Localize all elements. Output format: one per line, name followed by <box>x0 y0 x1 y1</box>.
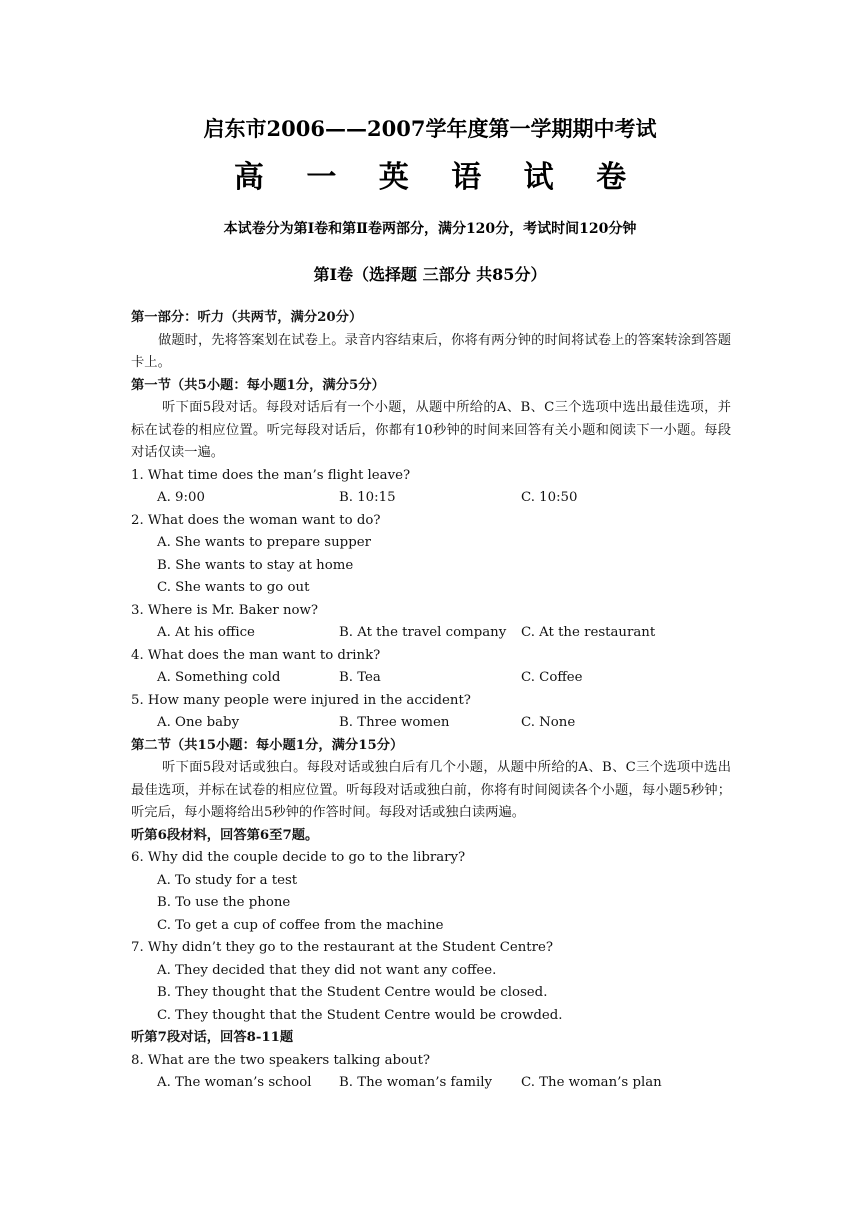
option-b: B. 10:15 <box>339 490 396 505</box>
option-a: A. Something cold <box>157 670 281 685</box>
question-stem: 5. How many people were injured in the accident? <box>131 692 471 708</box>
part1-heading: 第一部分：听力（共两节，满分20分） <box>131 310 363 325</box>
question-stem: 8. What are the two speakers talking about? <box>131 1052 431 1068</box>
option-a: A. They decided that they did not want any coffee. <box>157 962 497 978</box>
question-options <box>131 712 731 735</box>
exam-title: 启东市2006——2007学年度第一学期期中考试 <box>203 116 657 141</box>
volume-title: 第Ⅰ卷（选择题 三部分 共85分） <box>313 265 547 284</box>
option-a: A. At his office <box>157 625 255 640</box>
option-c: C. The woman’s plan <box>521 1075 662 1090</box>
question-stem: 6. Why did the couple decide to go to the library? <box>131 850 466 865</box>
section2-instruction: 听下面5段对话或独白。每段对话或独白后有几个小题，从题中所给的A、B、C三个选项中选出最佳选项，并标在试卷的相应位置。听每段对话或独白前，你将有时间阅读各个小题，每小题5秒钟；听完后，每小题将给出5秒钟的作答时间。每段对话或独白读两遍。 <box>131 760 731 820</box>
question-stem: 7. Why didn’t they go to the restaurant at the Student Centre? <box>131 940 553 955</box>
question-stem: 3. Where is Mr. Baker now? <box>131 602 319 618</box>
option-c: C. None <box>521 715 576 730</box>
option-b: B. They thought that the Student Centre would be closed. <box>157 985 548 1000</box>
option-a: A. 9:00 <box>157 490 205 505</box>
option-b: B. The woman’s family <box>339 1075 492 1090</box>
option-a: A. One baby <box>157 715 240 730</box>
material-6-heading: 听第6段材料，回答第6至7题。 <box>131 827 319 843</box>
option-a: A. To study for a test <box>157 872 298 888</box>
question-options <box>131 667 731 690</box>
question-options <box>131 1072 731 1095</box>
section1-heading: 第一节（共5小题：每小题1分，满分5分） <box>131 377 385 393</box>
material-7-heading: 听第7段对话，回答8-11题 <box>131 1030 294 1045</box>
question-stem: 2. What does the woman want to do? <box>131 512 381 528</box>
option-c: C. At the restaurant <box>521 625 656 640</box>
question-options <box>131 622 731 645</box>
option-b: B. At the travel company <box>339 625 507 640</box>
question-options <box>131 487 731 510</box>
option-b: B. Three women <box>339 715 450 730</box>
exam-subject-title: 高 一 英 语 试 卷 <box>233 160 643 195</box>
part1-instruction: 做题时，先将答案划在试卷上。录音内容结束后，你将有两分钟的时间将试卷上的答案转涂到答题卡上。 <box>131 332 731 370</box>
option-a: A. The woman’s school <box>157 1075 312 1090</box>
option-c: C. To get a cup of coffee from the machine <box>157 917 444 933</box>
question-stem: 1. What time does the man’s flight leave? <box>131 467 411 483</box>
section2-heading: 第二节（共15小题：每小题1分，满分15分） <box>131 737 404 753</box>
section1-instruction: 听下面5段对话。每段对话后有一个小题，从题中所给的A、B、C三个选项中选出最佳选项，并标在试卷的相应位置。听完每段对话后，你都有10秒钟的时间来回答有关小题和阅读下一小题。每段对话仅读一遍。 <box>131 400 731 460</box>
option-c: C. They thought that the Student Centre would be crowded. <box>157 1007 563 1023</box>
option-a: A. She wants to prepare supper <box>157 535 371 550</box>
exam-content <box>131 307 731 1095</box>
option-c: C. Coffee <box>521 670 583 685</box>
option-b: B. To use the phone <box>157 895 291 910</box>
option-b: B. She wants to stay at home <box>157 557 354 573</box>
question-stem: 4. What does the man want to drink? <box>131 647 381 663</box>
option-c: C. She wants to go out <box>157 580 310 595</box>
option-b: B. Tea <box>339 670 381 685</box>
exam-info: 本试卷分为第Ⅰ卷和第Ⅱ卷两部分，满分120分，考试时间120分钟 <box>223 221 637 237</box>
option-c: C. 10:50 <box>521 490 578 505</box>
